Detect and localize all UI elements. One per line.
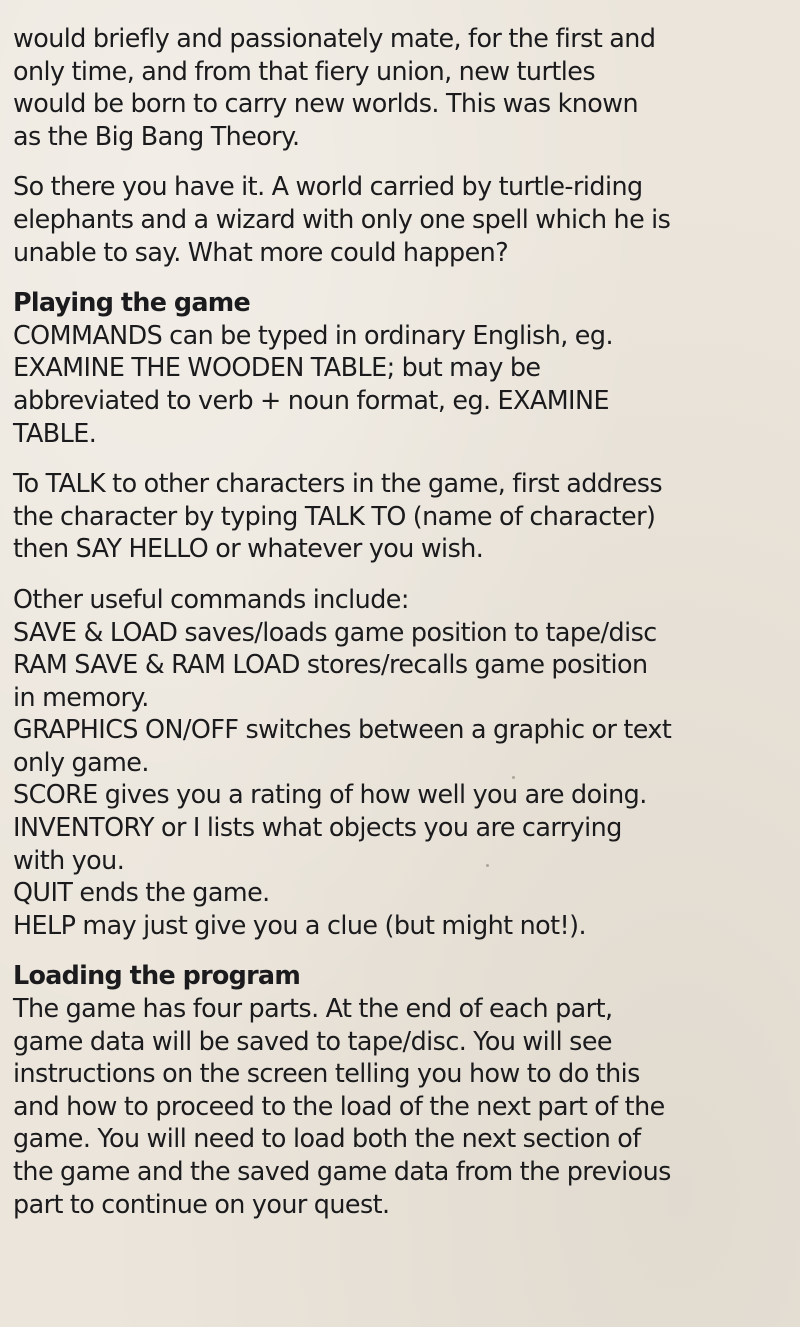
section-playing-the-game bbox=[13, 286, 783, 449]
text-line: TABLE. bbox=[13, 417, 97, 448]
paper-speck bbox=[512, 776, 515, 779]
paragraph-world-summary bbox=[13, 170, 783, 268]
text-line: would be born to carry new worlds. This was known bbox=[13, 88, 639, 119]
text-line: game. You will need to load both the next section of bbox=[13, 1123, 641, 1154]
text-line: unable to say. What more could happen? bbox=[13, 236, 509, 267]
text-line: HELP may just give you a clue (but might not!). bbox=[13, 909, 587, 940]
text-line: Other useful commands include: bbox=[13, 583, 409, 614]
text-line: then SAY HELLO or whatever you wish. bbox=[13, 533, 484, 564]
text-line: To TALK to other characters in the game, first address bbox=[13, 468, 663, 499]
text-line: EXAMINE THE WOODEN TABLE; but may be bbox=[13, 352, 541, 383]
text-line: as the Big Bang Theory. bbox=[13, 120, 300, 151]
text-line: QUIT ends the game. bbox=[13, 877, 270, 908]
text-line: only game. bbox=[13, 746, 149, 777]
text-line: abbreviated to verb + noun format, eg. EXAMINE bbox=[13, 384, 609, 415]
text-line: SAVE & LOAD saves/loads game position to tape/disc bbox=[13, 616, 657, 647]
text-line: elephants and a wizard with only one spell which he is bbox=[13, 203, 671, 234]
text-line: COMMANDS can be typed in ordinary English, eg. bbox=[13, 319, 613, 350]
text-line: would briefly and passionately mate, for the first and bbox=[13, 23, 656, 53]
paragraph-big-bang bbox=[13, 22, 783, 152]
text-line: So there you have it. A world carried by turtle-riding bbox=[13, 171, 643, 202]
text-line: only time, and from that fiery union, new turtles bbox=[13, 55, 596, 86]
text-line: INVENTORY or I lists what objects you are carrying bbox=[13, 812, 622, 843]
text-line: in memory. bbox=[13, 681, 149, 712]
text-line: SCORE gives you a rating of how well you are doing. bbox=[13, 779, 647, 810]
text-line: part to continue on your quest. bbox=[13, 1188, 390, 1219]
section-heading: Playing the game bbox=[13, 287, 251, 318]
text-line: GRAPHICS ON/OFF switches between a graphic or text bbox=[13, 714, 672, 745]
text-line: the game and the saved game data from the previous bbox=[13, 1156, 671, 1186]
text-line: The game has four parts. At the end of each part, bbox=[13, 993, 613, 1024]
text-line: the character by typing TALK TO (name of character) bbox=[13, 500, 656, 531]
text-line: RAM SAVE & RAM LOAD stores/recalls game position bbox=[13, 649, 648, 680]
text-line: and how to proceed to the load of the next part of the bbox=[13, 1090, 665, 1121]
document-body bbox=[13, 22, 783, 1238]
section-heading: Loading the program bbox=[13, 960, 301, 991]
paper-speck bbox=[486, 864, 489, 867]
text-line: instructions on the screen telling you how to do this bbox=[13, 1058, 640, 1089]
section-loading-the-program bbox=[13, 959, 783, 1220]
paragraph-talk bbox=[13, 467, 783, 565]
paragraph-commands-list bbox=[13, 583, 783, 942]
text-line: game data will be saved to tape/disc. You will see bbox=[13, 1025, 612, 1056]
text-line: with you. bbox=[13, 844, 125, 875]
